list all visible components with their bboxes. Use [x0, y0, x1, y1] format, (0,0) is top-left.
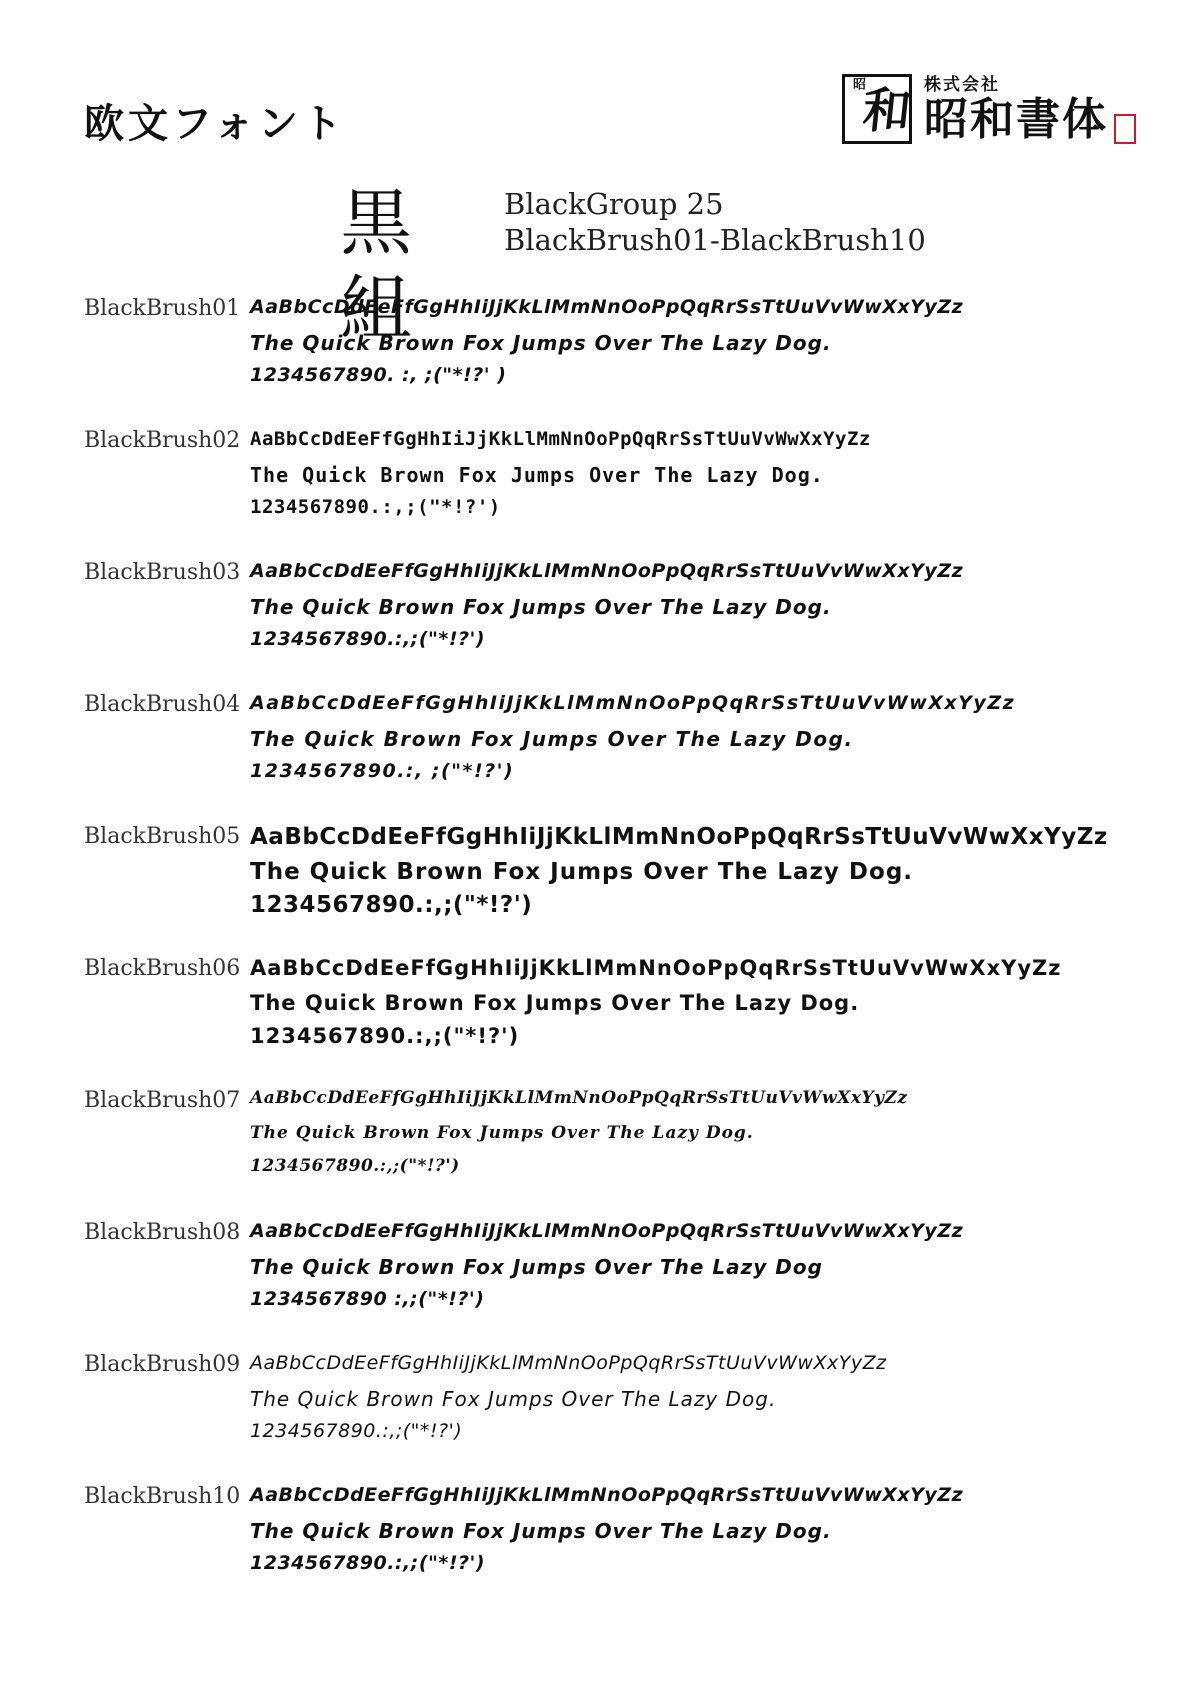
- font-name: BlackBrush03: [84, 560, 241, 585]
- font-sample-digits: 1234567890. :, ;("*!?' ): [250, 364, 507, 386]
- font-name: BlackBrush08: [84, 1220, 241, 1245]
- font-row-blackbrush10: [0, 1484, 1200, 1616]
- font-row-blackbrush02: [0, 428, 1200, 560]
- font-row-blackbrush09: [0, 1352, 1200, 1484]
- font-sample-alphabet: AaBbCcDdEeFfGgHhIiJjKkLlMmNnOoPpQqRrSsTtUuVvWwXxYyZz: [250, 692, 1016, 714]
- font-sample-sentence: The Quick Brown Fox Jumps Over The Lazy Dog: [250, 1255, 823, 1279]
- font-specimen-list: [0, 296, 1200, 1616]
- font-sample-alphabet: AaBbCcDdEeFfGgHhIiJjKkLlMmNnOoPpQqRrSsTtUuVvWwXxYyZz: [250, 1088, 908, 1108]
- logo-corporation-name: 昭和書体: [924, 94, 1108, 145]
- font-row-blackbrush06: [0, 956, 1200, 1088]
- page-title: 欧文フォント: [84, 101, 346, 147]
- font-sample-digits: 1234567890.:,;("*!?'): [250, 1420, 463, 1442]
- font-name: BlackBrush07: [84, 1088, 241, 1113]
- font-sample-alphabet: AaBbCcDdEeFfGgHhIiJjKkLlMmNnOoPpQqRrSsTtUuVvWwXxYyZz: [250, 1484, 964, 1506]
- font-sample-alphabet: AaBbCcDdEeFfGgHhIiJjKkLlMmNnOoPpQqRrSsTtUuVvWwXxYyZz: [250, 824, 1108, 850]
- font-row-blackbrush05: [0, 824, 1200, 956]
- font-name: BlackBrush02: [84, 428, 241, 453]
- logo-seal-small-text: 昭: [850, 77, 865, 89]
- font-name: BlackBrush06: [84, 956, 241, 981]
- font-sample-sentence: The Quick Brown Fox Jumps Over The Lazy Dog.: [250, 1123, 754, 1143]
- font-name: BlackBrush04: [84, 692, 241, 717]
- group-subtitle-line-1: BlackGroup 25: [504, 187, 724, 221]
- font-name: BlackBrush05: [84, 824, 241, 849]
- font-sample-digits: 1234567890.:,;("*!?'): [250, 892, 533, 918]
- font-sample-digits: 1234567890.:,;("*!?'): [250, 1024, 520, 1048]
- logo-seal: [842, 74, 912, 144]
- font-sample-digits: 1234567890.:,;("*!?'): [250, 1156, 460, 1176]
- group-kanji-title: 黒組: [340, 181, 413, 351]
- font-sample-sentence: The Quick Brown Fox Jumps Over The Lazy Dog.: [250, 595, 832, 619]
- font-sample-alphabet: AaBbCcDdEeFfGgHhIiJjKkLlMmNnOoPpQqRrSsTtUuVvWwXxYyZz: [250, 1352, 887, 1374]
- font-sample-digits: 1234567890.:, ;("*!?'): [250, 760, 515, 782]
- font-sample-sentence: The Quick Brown Fox Jumps Over The Lazy Dog.: [250, 1387, 777, 1411]
- red-stamp-icon: [1114, 114, 1136, 144]
- font-sample-sentence: The Quick Brown Fox Jumps Over The Lazy Dog.: [250, 991, 860, 1015]
- font-sample-alphabet: AaBbCcDdEeFfGgHhIiJjKkLlMmNnOoPpQqRrSsTtUuVvWwXxYyZz: [250, 296, 964, 318]
- font-sample-digits: 1234567890.:,;("*!?'): [250, 496, 501, 518]
- logo-seal-big-text: 和: [860, 83, 914, 139]
- group-subtitle: [504, 186, 926, 258]
- font-sample-sentence: The Quick Brown Fox Jumps Over The Lazy Dog.: [250, 727, 854, 751]
- font-row-blackbrush07: [0, 1088, 1200, 1220]
- company-logo: [842, 70, 1134, 150]
- font-sample-sentence: The Quick Brown Fox Jumps Over The Lazy Dog.: [250, 331, 832, 355]
- font-sample-sentence: The Quick Brown Fox Jumps Over The Lazy Dog.: [250, 859, 914, 885]
- font-row-blackbrush08: [0, 1220, 1200, 1352]
- font-sample-digits: 1234567890.:,;("*!?'): [250, 1552, 486, 1574]
- font-sample-alphabet: AaBbCcDdEeFfGgHhIiJjKkLlMmNnOoPpQqRrSsTtUuVvWwXxYyZz: [250, 1220, 964, 1242]
- font-row-blackbrush04: [0, 692, 1200, 824]
- font-sample-alphabet: AaBbCcDdEeFfGgHhIiJjKkLlMmNnOoPpQqRrSsTtUuVvWwXxYyZz: [250, 428, 871, 450]
- font-sample-sentence: The Quick Brown Fox Jumps Over The Lazy Dog.: [250, 463, 824, 487]
- font-sample-alphabet: AaBbCcDdEeFfGgHhIiJjKkLlMmNnOoPpQqRrSsTtUuVvWwXxYyZz: [250, 560, 964, 582]
- logo-corporation-type: 株式会社: [924, 75, 1000, 95]
- font-row-blackbrush03: [0, 560, 1200, 692]
- font-row-blackbrush01: [0, 296, 1200, 428]
- font-name: BlackBrush09: [84, 1352, 241, 1377]
- font-sample-alphabet: AaBbCcDdEeFfGgHhIiJjKkLlMmNnOoPpQqRrSsTtUuVvWwXxYyZz: [250, 956, 1062, 980]
- group-subtitle-line-2: BlackBrush01-BlackBrush10: [504, 223, 926, 257]
- font-name: BlackBrush10: [84, 1484, 241, 1509]
- font-sample-sentence: The Quick Brown Fox Jumps Over The Lazy Dog.: [250, 1519, 832, 1543]
- font-sample-digits: 1234567890 :,;("*!?'): [250, 1288, 485, 1310]
- font-sample-digits: 1234567890.:,;("*!?'): [250, 628, 486, 650]
- font-name: BlackBrush01: [84, 296, 241, 321]
